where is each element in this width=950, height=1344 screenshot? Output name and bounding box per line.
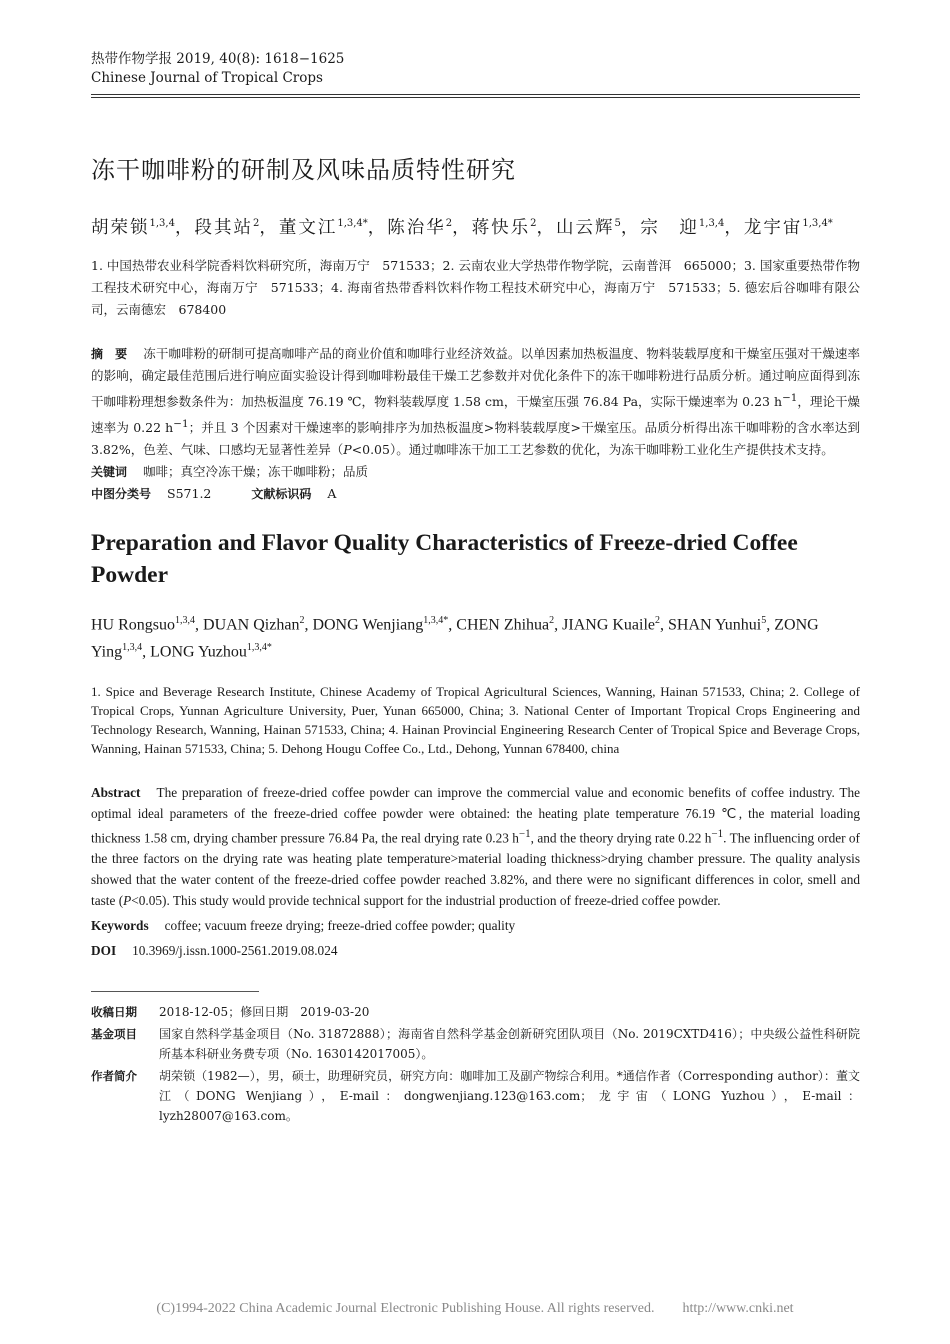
author-cn-name: 董文江: [278, 217, 338, 238]
abstract-en-text-2: , and the theory drying rate 0.22 h: [530, 830, 712, 846]
keywords-en-text: coffee; vacuum freeze drying; freeze-dried coffee powder; quality: [164, 918, 516, 934]
author-en-affiliation-mark: 1,3,4: [175, 615, 196, 627]
article-page: [91, 50, 860, 1126]
received-text: 2018-12-05；修回日期 2019-03-20: [159, 1005, 370, 1020]
author-cn-affiliation-mark: 1,3,4*: [802, 218, 833, 229]
author-en-affiliation-mark: 2: [549, 615, 555, 627]
journal-header-cn: 热带作物学报 2019, 40(8): 1618−1625: [91, 51, 345, 67]
classification-label: 中图分类号: [91, 487, 152, 502]
affiliations-en: 1. Spice and Beverage Research Institute, Chinese Academy of Tropical Agricultural Sciences, Wanning, Hainan 571533, China; 2. College of Tropical Crops, Yunnan Agriculture University, Puer, Yunan 665000, China; 3. National Center of Important Tropical Crops Engineering and Technology Research, Wanning, Hainan 571533, China; 4. Hainan Provincial Engineering Research Center of Tropical Spice and Beverage Crops, Wanning, Hainan 571533, China; 5. Dehong Hougu Coffee Co., Ltd., Dehong, Yunnan 678400, china: [91, 683, 860, 756]
copyright-notice: (C)1994-2022 China Academic Journal Electronic Publishing House. All rights reserved. http://www.cnki.net: [156, 1301, 794, 1316]
author-en-affiliation-mark: 5: [761, 615, 767, 627]
abstract-cn-text-3: ；并且 3 个因素对干燥速率的影响排序为加热板温度>物料装载厚度>干燥室压。品质分析得出冻干咖啡粉的含水率达到 3.82%，色差、气味、口感均无显著性差异（: [91, 420, 860, 458]
author-en-name: HU Rongsuo: [91, 616, 176, 634]
keywords-cn: [91, 461, 860, 483]
abstract-cn-text-4: <0.05）。通过咖啡冻干加工工艺参数的优化，为冻干咖啡粉工业化生产提供技术支持。: [351, 442, 834, 458]
header-rule: [91, 94, 860, 98]
author-cn-name: 宗 迎: [640, 217, 699, 238]
footnote-received: [91, 1002, 860, 1022]
abstract-en-text-3: . The influencing order of the three factors on the drying rate was heating plate temperature>material loading thickness>drying chamber pressure. The quality analysis showed that the water content of the freeze-dried coffee powder reached 3.82%, and there were no significant differences in color, smell and taste (: [91, 830, 860, 909]
author-en-name: JIANG Kuaile: [562, 616, 656, 634]
author-en-name: CHEN Zhihua: [456, 616, 550, 634]
author-cn-affiliation-mark: 2: [445, 218, 453, 229]
affiliations-cn: 1. 中国热带农业科学院香料饮料研究所，海南万宁 571533；2. 云南农业大学热带作物学院，云南普洱 665000；3. 国家重要热带作物工程技术研究中心，海南万宁 571533；4. 海南省热带香料饮料作物工程技术研究中心，海南万宁 571533；5. 德宏后谷咖啡有限公司，云南德宏 678400: [91, 257, 860, 317]
author-cn-affiliation-mark: 1,3,4*: [337, 218, 368, 229]
footnote-fund: [91, 1024, 860, 1064]
doc-code-value: A: [327, 486, 337, 502]
keywords-cn-label: 关键词: [91, 465, 128, 480]
author-en-name: ZONG Ying: [91, 616, 819, 661]
fund-text: 国家自然科学基金项目（No. 31872888）；海南省自然科学基金创新研究团队项目（No. 2019CXTD416）；中央级公益性科研院所基本科研业务费专项（No. 1630142017005）。: [159, 1027, 860, 1062]
received-label: 收稿日期: [91, 1005, 137, 1020]
abstract-en: [91, 782, 860, 911]
author-cn-affiliation-mark: 1,3,4: [149, 218, 175, 229]
abstract-en-sup-1: −1: [518, 827, 531, 840]
abstract-en-sup-2: −1: [711, 827, 724, 840]
author-en-affiliation-mark: 2: [655, 615, 661, 627]
author-en-name: LONG Yuzhou: [150, 643, 247, 661]
classification-line: [91, 483, 860, 505]
author-en-name: SHAN Yunhui: [668, 616, 762, 634]
author-cn-name: 胡荣锁: [91, 217, 150, 238]
authors-en: HU Rongsuo$^{1,3,4}$, DUAN Qizhan$^2$, DONG Wenjiang$^{1,3,4*}$, CHEN Zhihua$^2$, JIANG Kuaile$^2$, SHAN Yunhui$^5$, ZONG Ying$^{1,3,4}$, LONG Yuzhou$^{1,3,4*}$: [91, 615, 819, 661]
doc-code-label: 文献标识码: [251, 487, 312, 502]
keywords-en-label: Keywords: [91, 918, 149, 934]
doi-text[interactable]: 10.3969/j.issn.1000-2561.2019.08.024: [132, 943, 338, 959]
keywords-en: [91, 915, 860, 936]
author-cn-name: 陈治华: [387, 217, 446, 238]
abstract-cn-text-1: 冻干咖啡粉的研制可提高咖啡产品的商业价值和咖啡行业经济效益。以单因素加热板温度、物料装载厚度和干燥室压强对干燥速率的影响，确定最佳范围后进行响应面实验设计得到咖啡粉最佳干燥工艺参数并对优化条件下的冻干咖啡粉进行品质分析。通过响应面得到冻干咖啡粉理想参数条件为：加热板温度 76.19 ℃，物料装载厚度 1.58 cm，干燥室压强 76.84 Pa，实际干燥速率为 0.23 h: [91, 345, 860, 409]
author-cn-name: 蒋快乐: [471, 217, 531, 238]
doi-label: DOI: [91, 943, 117, 959]
author-cn-name: 龙宇宙: [743, 217, 803, 238]
fund-label: 基金项目: [91, 1027, 137, 1042]
title-en: Preparation and Flavor Quality Characteristics of Freeze-dried Coffee Powder: [91, 530, 798, 589]
author-en-affiliation-mark: 2: [299, 615, 305, 627]
doi-line: [91, 940, 860, 961]
abstract-cn-sup-2: −1: [173, 417, 189, 430]
abstract-cn: [91, 343, 860, 461]
author-info-label: 作者简介: [91, 1069, 137, 1084]
abstract-en-text-1: The preparation of freeze-dried coffee powder can improve the commercial value and economic benefits of coffee industry. The optimal ideal parameters of the freeze-dried coffee powder were obtained: the heating plate temperature 76.19 ℃, the material loading thickness 1.58 cm, drying chamber pressure 76.84 Pa, the real drying rate 0.23 h: [91, 784, 860, 846]
footnote-divider: [91, 991, 259, 992]
keywords-cn-text: 咖啡；真空冷冻干燥；冻干咖啡粉；品质: [143, 464, 369, 480]
author-cn-affiliation-mark: 2: [252, 218, 260, 229]
author-cn-affiliation-mark: 1,3,4: [698, 218, 725, 229]
author-cn-affiliation-mark: 5: [614, 218, 621, 229]
abstract-en-text-4: <0.05). This study would provide technical support for the industrial production of freeze-dried coffee powder.: [131, 893, 721, 909]
abstract-en-label: Abstract: [91, 784, 141, 800]
author-cn-name: 段其站: [194, 217, 253, 238]
author-en-affiliation-mark: 1,3,4: [122, 642, 143, 654]
title-cn: 冻干咖啡粉的研制及风味品质特性研究: [91, 156, 516, 184]
abstract-cn-sup-1: −1: [782, 391, 798, 404]
classification-value: S571.2: [167, 486, 212, 502]
abstract-en-p-symbol: P: [123, 893, 132, 909]
abstract-cn-text-2: ，理论干燥速率为 0.22 h: [91, 393, 860, 436]
journal-header-en: Chinese Journal of Tropical Crops: [91, 70, 323, 86]
author-cn-name: 山云辉: [556, 217, 615, 238]
abstract-cn-p-symbol: P: [343, 442, 352, 458]
authors-cn: 胡荣锁$^{1,3,4}$，段其站$^2$，董文江$^{1,3,4*}$，陈治华$^2$，蒋快乐$^2$，山云辉$^5$，宗 迎$^{1,3,4}$，龙宇宙$^{1,3,4*}$: [91, 217, 833, 238]
author-en-affiliation-mark: 1,3,4*: [423, 615, 449, 627]
author-en-name: DONG Wenjiang: [312, 616, 424, 634]
abstract-cn-label: 摘 要: [91, 346, 128, 361]
footnote-author: [91, 1066, 860, 1126]
author-en-affiliation-mark: 1,3,4*: [246, 642, 272, 654]
author-cn-affiliation-mark: 2: [530, 218, 537, 229]
author-en-name: DUAN Qizhan: [203, 616, 300, 634]
author-info-text: 胡荣锁（1982—），男，硕士，助理研究员，研究方向：咖啡加工及副产物综合利用。*通信作者（Corresponding author）：董文江（DONG Wenjiang），E-mail：dongwenjiang.123@163.com；龙宇宙（LONG Yuzhou），E-mail：lyzh28007@163.com。: [159, 1069, 860, 1124]
